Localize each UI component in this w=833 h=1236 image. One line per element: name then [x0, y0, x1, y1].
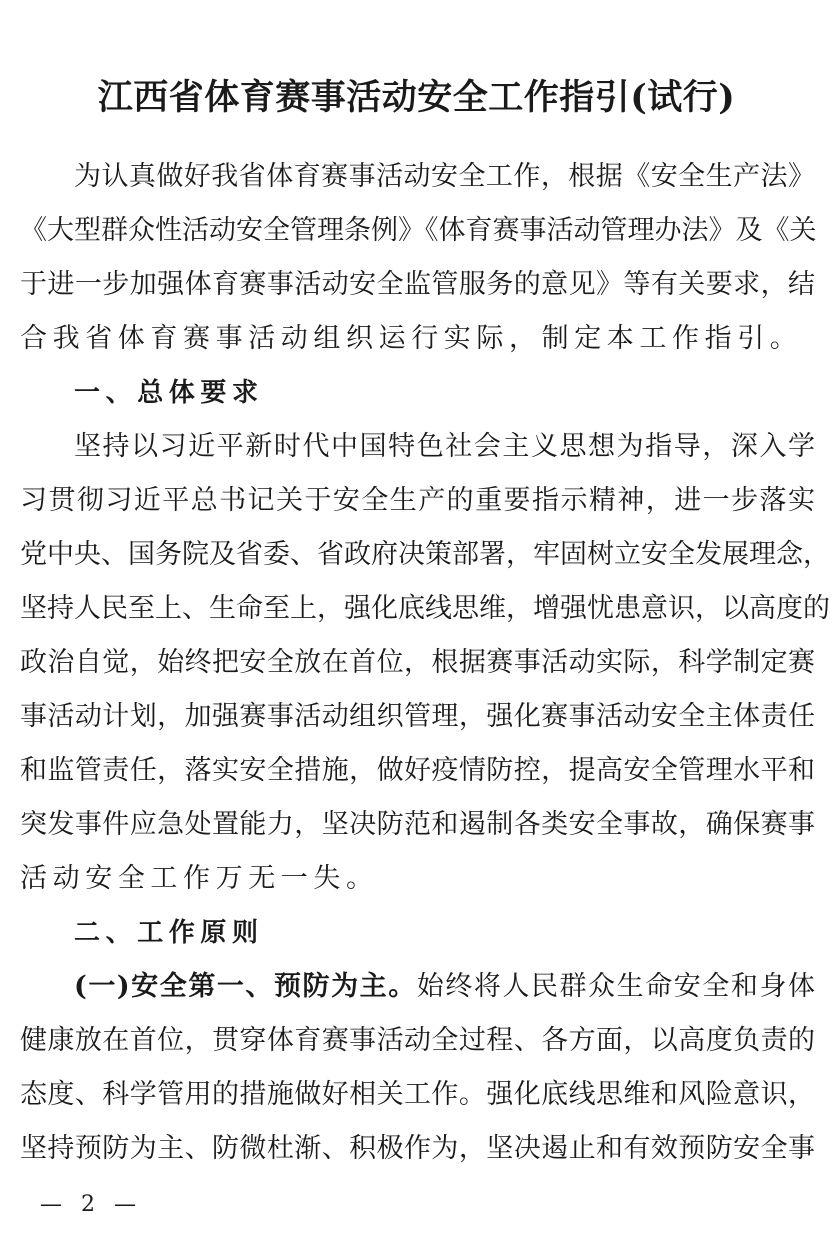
paragraph-line: 为认真做好我省体育赛事活动安全工作，根据《安全生产法》 — [74, 161, 815, 192]
paragraph-line: 党中央、国务院及省委、省政府决策部署，牢固树立安全发展理念， — [20, 539, 830, 570]
page-number: — 2 — — [40, 1192, 142, 1217]
paragraph-line: 健康放在首位，贯穿体育赛事活动全过程、各方面，以高度负责的 — [20, 1025, 815, 1056]
paragraph-line: 和监管责任，落实安全措施，做好疫情防控，提高安全管理水平和 — [20, 755, 815, 786]
subsection-heading: (一)安全第一、预防为主。 — [74, 971, 417, 1002]
paragraph-line: 《大型群众性活动安全管理条例》《体育赛事活动管理办法》及《关 — [20, 215, 817, 246]
paragraph-line: 活动安全工作万无一失。 — [20, 863, 379, 894]
section-heading: 一、总体要求 — [74, 378, 264, 408]
paragraph-line: 习贯彻习近平总书记关于安全生产的重要指示精神，进一步落实 — [20, 485, 815, 516]
paragraph-run: 始终将人民群众生命安全和身体 — [416, 971, 815, 1002]
paragraph-line: 坚持以习近平新时代中国特色社会主义思想为指导，深入学 — [74, 431, 815, 462]
paragraph-line: 于进一步加强体育赛事活动安全监管服务的意见》等有关要求，结 — [20, 269, 815, 300]
paragraph-line: 坚持预防为主、防微杜渐、积极作为，坚决遏止和有效预防安全事 — [20, 1133, 815, 1164]
paragraph-line: 坚持人民至上、生命至上，强化底线思维，增强忧患意识，以高度的 — [20, 593, 830, 624]
paragraph-line: 政治自觉，始终把安全放在首位，根据赛事活动实际，科学制定赛 — [20, 647, 815, 678]
page-title: 江西省体育赛事活动安全工作指引(试行) — [97, 77, 736, 118]
paragraph-line: 事活动计划，加强赛事活动组织管理，强化赛事活动安全主体责任 — [20, 701, 815, 732]
paragraph-line: 合我省体育赛事活动组织运行实际，制定本工作指引。 — [20, 323, 803, 354]
paragraph-line — [74, 971, 815, 1005]
paragraph-line: 突发事件应急处置能力，坚决防范和遏制各类安全事故，确保赛事 — [20, 809, 815, 840]
section-heading: 二、工作原则 — [74, 918, 264, 948]
paragraph-line: 态度、科学管用的措施做好相关工作。强化底线思维和风险意识， — [20, 1079, 815, 1110]
